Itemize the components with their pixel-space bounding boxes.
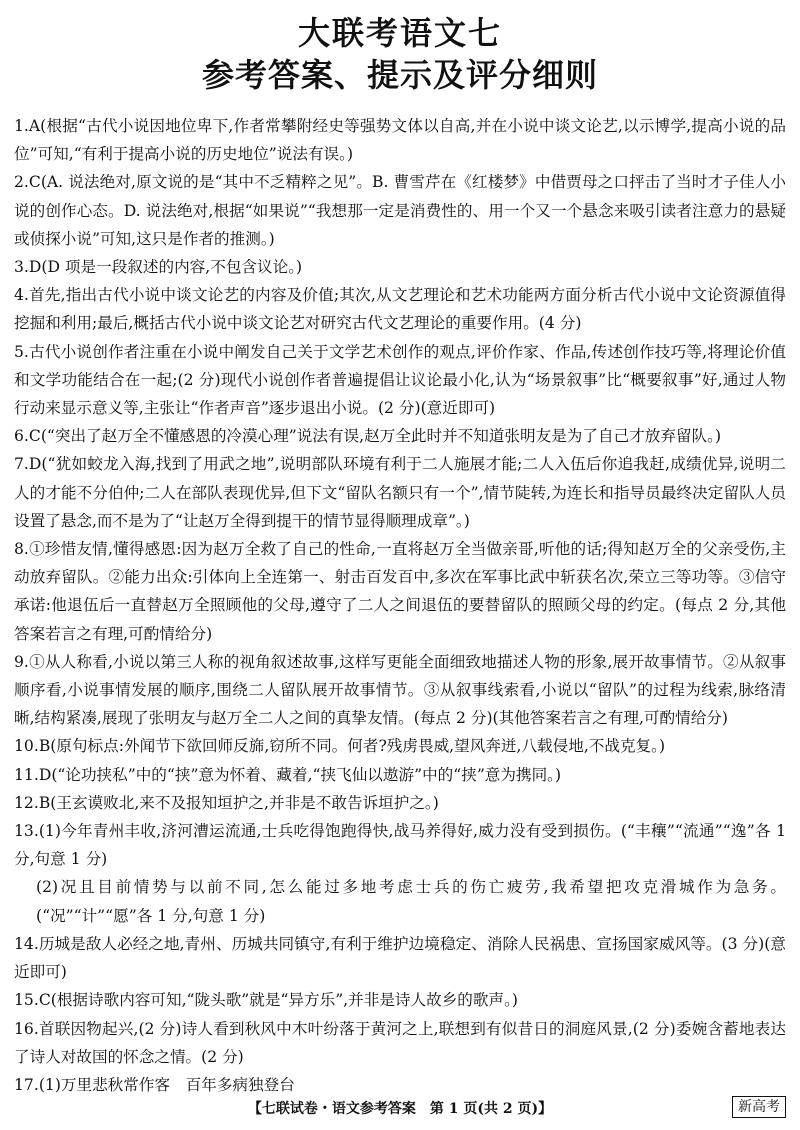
answer-item-14 <box>14 930 786 986</box>
item-number: 3. <box>14 258 29 277</box>
item-number: 16. <box>14 1019 39 1038</box>
answer-item-9 <box>14 648 786 733</box>
item-number: 5. <box>14 342 29 361</box>
item-text: D(D 项是一段叙述的内容,不包含议论。) <box>28 258 303 277</box>
item-text: C(根据诗歌内容可知,“陇头歌”就是“异方乐”,并非是诗人故乡的歌声。) <box>38 991 518 1010</box>
item-text: C(“突出了赵万全不懂感恩的冷漠心理”说法有误,赵万全此时并不知道张明友是为了自己才放弃留队。) <box>28 427 722 446</box>
answer-item-17 <box>14 1071 786 1099</box>
item-number: 1. <box>14 117 29 135</box>
answer-item-15 <box>14 986 786 1014</box>
answer-item-2 <box>14 168 786 253</box>
item-text: ①从人称看,小说以第三人称的视角叙述故事,这样写更能全面细致地描述人物的形象,展开故事情节。②从叙事顺序看,小说事情发展的顺序,围绕二人留队展开故事情节。③从叙事线索看,小说以“留队”的过程为线索,脉络清晰,结构紧凑,展现了张明友与赵万全二人之间的真挚友情。(每点 2 分)(其他答案若言之有理,可酌情给分) <box>14 652 786 728</box>
answer-item-6 <box>14 422 786 450</box>
item-number: 11. <box>14 765 39 784</box>
item-text: 古代小说创作者注重在小说中阐发自己关于文学艺术创作的观点,评价作家、作品,传述创作技巧等,将理论价值和文学功能结合在一起;(2 分)现代小说创作者普遍提倡让议论最小化,认为“场景叙事”比“概要叙事”好,通过人物行动来显示意义等,主张让“作者声音”逐步退出小说。(2 分)(意近即可) <box>14 342 786 418</box>
item-number: 7. <box>14 455 29 474</box>
answer-item-16 <box>14 1015 786 1071</box>
answer-item-10 <box>14 732 786 760</box>
answer-list <box>14 112 786 1099</box>
item-text: 首先,指出古代小说中谈文论艺的内容及价值;其次,从文艺理论和艺术功能两方面分析古代小说中文论资源值得挖掘和利用;最后,概括古代小说中谈文论艺对研究古代文艺理论的重要作用。(4 分) <box>14 286 786 333</box>
item-text: D(“论功挟私”中的“挟”意为怀着、藏着,“挟飞仙以遨游”中的“挟”意为携同。) <box>38 765 562 784</box>
answer-item-7 <box>14 450 786 535</box>
item-text: C(A. 说法绝对,原文说的是“其中不乏精粹之见”。B. 曹雪芹在《红楼梦》中借贾母之口抨击了当时才子佳人小说的创作心态。D. 说法绝对,根据“如果说”“我想那一定是消费性的、用一个又一个悬念来吸引读者注意力的悬疑或侦探小说”可知,这只是作者的推测。) <box>14 173 786 248</box>
answer-item-12 <box>14 789 786 817</box>
answer-item-4 <box>14 281 786 337</box>
item-number: 6. <box>14 427 29 446</box>
item-subtext: (2)况且目前情势与以前不同,怎么能过多地考虑士兵的伤亡疲劳,我希望把攻克滑城作为急务。(“况”“计”“愿”各 1 分,句意 1 分) <box>36 878 786 925</box>
page-subtitle: 参考答案、提示及评分细则 <box>201 56 598 94</box>
answer-item-13 <box>14 817 786 930</box>
item-number: 13. <box>14 822 39 841</box>
item-number: 10. <box>14 737 39 756</box>
item-number: 12. <box>14 793 39 812</box>
item-number: 4. <box>14 286 29 305</box>
item-number: 15. <box>14 991 39 1010</box>
answer-item-11 <box>14 761 786 789</box>
answer-item-3 <box>14 253 786 281</box>
page-footer: 【七联试卷・语文参考答案 第 1 页(共 2 页)】 <box>247 1101 553 1117</box>
item-text: B(原句标点:外闻节下欲回师反旆,窃所不同。何者?残虏畏威,望风奔迸,八载侵地,不战克复。) <box>38 737 666 756</box>
item-number: 2. <box>14 173 29 192</box>
item-text: 历城是敌人必经之地,青州、历城共同镇守,有利于维护边境稳定、消除人民祸患、宣扬国家威风等。(3 分)(意近即可) <box>14 934 786 982</box>
item-number: 14. <box>14 934 39 953</box>
page-title: 大联考语文七 <box>297 14 502 52</box>
item-number: 8. <box>14 540 29 559</box>
item-text: (1)今年青州丰收,济河漕运流通,士兵吃得饱跑得快,战马养得好,威力没有受到损伤。(“丰穰”“流通”“逸”各 1 分,句意 1 分) <box>14 822 786 869</box>
item-text: D(“犹如蛟龙入海,找到了用武之地”,说明部队环境有利于二人施展才能;二人入伍后你追我赶,成绩优异,说明二人的才能不分伯仲;二人在部队表现优异,但下文“留队名额只有一个”,情节陡转,为连长和指导员最终决定留队人员设置了悬念,而不是为了“让赵万全得到提干的情节显得顺理成章”。) <box>14 455 786 530</box>
item-text: 首联因物起兴,(2 分)诗人看到秋风中木叶纷落于黄河之上,联想到有似昔日的洞庭风景,(2 分)委婉含蓄地表达了诗人对故国的怀念之情。(2 分) <box>14 1019 786 1066</box>
item-text: A(根据“古代小说因地位卑下,作者常攀附经史等强势文体以自高,并在小说中谈文论艺,以示博学,提高小说的品位”可知,“有利于提高小说的历史地位”说法有误。) <box>14 117 786 164</box>
exam-type-badge: 新高考 <box>732 1096 786 1118</box>
item-number: 9. <box>14 652 29 671</box>
item-number: 17. <box>14 1075 39 1094</box>
answer-item-5 <box>14 338 786 423</box>
answer-item-1 <box>14 112 786 168</box>
item-text: (1)万里悲秋常作客 百年多病独登台 <box>38 1075 295 1094</box>
answer-item-8 <box>14 535 786 648</box>
item-text: B(王玄谟败北,来不及报知垣护之,并非是不敢告诉垣护之。) <box>38 793 439 812</box>
item-text: ①珍惜友情,懂得感恩:因为赵万全救了自己的性命,一直将赵万全当做亲哥,听他的话;得知赵万全的父亲受伤,主动放弃留队。②能力出众:引体向上全连第一、射击百发百中,多次在军事比武中斩获名次,荣立三等功等。③信守承诺:他退伍后一直替赵万全照顾他的父母,遵守了二人之间退伍的要替留队的照顾父母的约定。(每点 2 分,其他答案若言之有理,可酌情给分) <box>14 540 786 643</box>
